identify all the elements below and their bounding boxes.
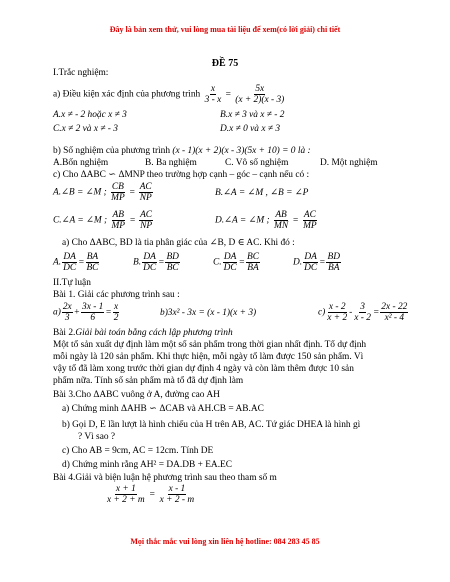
- question-a: a) Điều kiện xác định của phương trình $\frac{x}{3 - x}$ = $\frac{5x}{(x + 2)(x - 3)}$: [53, 84, 285, 105]
- bai3-c: c) Cho AB = 9cm, AC = 12cm. Tính DE: [62, 446, 214, 456]
- bai4-equation: $\frac{x + 1}{x + 2 + m}$ = $\frac{x - 1}{x + 2 - m}$: [107, 484, 195, 505]
- answer-a-A: A.x ≠ - 2 hoặc x ≠ 3: [53, 110, 127, 120]
- bai1-b: b)3x² - 3x = (x - 1)(x + 3): [160, 308, 257, 318]
- question-b-equation: (x - 1)(x + 2)(x - 3)(5x + 10) = 0 là :: [172, 146, 311, 156]
- section-essay: II.Tự luận: [53, 278, 91, 288]
- answer-d-A: A. $\frac{DA}{DC}$ = $\frac{BA}{BC}$: [53, 252, 99, 273]
- bai3-a: a) Chứng minh ΔAHB ∽ ΔCAB và AH.CB = AB.AC: [62, 404, 264, 414]
- bai2-line-4: phẩm nữa. Tính số sản phẩm mà tổ đã dự định làm: [53, 376, 244, 386]
- bai3-b2: ? Vì sao ?: [78, 432, 116, 442]
- header-notice: Đây là bản xem thử, vui lòng mua tài liệu để xem(có lời giải) chi tiết: [109, 25, 341, 34]
- answer-a-D: D.x ≠ 0 và x ≠ 3: [220, 124, 281, 134]
- question-c: c) Cho ΔABC ∽ ΔMNP theo trường hợp cạnh – góc – cạnh nếu có :: [53, 170, 310, 180]
- answer-c-B: B.∠A = ∠M , ∠B = ∠P: [215, 188, 309, 198]
- answer-b-B: B. Ba nghiệm: [145, 158, 197, 168]
- answer-d-D: D. $\frac{DA}{DC}$ = $\frac{BD}{BA}$: [293, 252, 340, 273]
- bai2-line-2: mỗi ngày là 120 sản phẩm. Khi thực hiện, mỗi ngày tổ làm được 150 sản phẩm. Vì: [53, 352, 364, 362]
- bai2-line-1: Một tổ sản xuất dự định làm một số sản phẩm trong thời gian nhất định. Tổ dự định: [53, 340, 367, 350]
- answer-d-C: C. $\frac{DA}{DC}$ = $\frac{BC}{BA}$: [213, 252, 259, 273]
- question-b: [53, 146, 311, 157]
- footer-hotline: Mọi thắc mắc vui lòng xin liên hệ hotline: 084 283 45 85: [130, 537, 320, 546]
- page-title: ĐỀ 75: [211, 58, 239, 69]
- section-multiple-choice: I.Trắc nghiệm:: [53, 68, 109, 78]
- bai2-line-3: vậy tổ đã làm xong trước thời gian dự định 4 ngày và còn làm thêm được 10 sản: [53, 364, 354, 374]
- answer-a-C: C.x ≠ 2 và x ≠ - 3: [53, 124, 118, 134]
- question-b-text: b) Số nghiệm của phương trình: [53, 146, 171, 156]
- question-a-text: a) Điều kiện xác định của phương trình: [53, 89, 201, 100]
- bai1-a: a) $\frac{2x}{3}$ + $\frac{3x - 1}{6}$ = $\frac{x}{2}$: [53, 302, 119, 323]
- bai3-d: d) Chứng minh rằng AH² = DA.DB + EA.EC: [62, 460, 233, 470]
- question-a-frac1: $\frac{x}{3 - x}$: [204, 84, 222, 105]
- bai2-title: Bài 2.Giải bài toán bằng cách lập phương trình: [53, 328, 233, 338]
- question-a-frac2: $\frac{5x}{(x + 2)(x - 3)}$: [235, 84, 285, 105]
- question-d: a) Cho ΔABC, BD là tia phân giác của ∠B, D ∈ AC. Khi đó :: [62, 238, 295, 248]
- bai4-title: Bài 4.Giải và biện luận hệ phương trình sau theo tham số m: [53, 473, 277, 483]
- answer-b-A: A.Bốn nghiệm: [53, 158, 109, 168]
- bai3-title: Bài 3.Cho ΔABC vuông ở A, đường cao AH: [53, 390, 220, 400]
- answer-a-B: B.x ≠ 3 và x ≠ - 2: [220, 110, 285, 120]
- answer-c-D: D.∠A = ∠M ; $\frac{AB}{MN}$ = $\frac{AC}{MP}$: [215, 210, 317, 231]
- bai1-title: Bài 1. Giải các phương trình sau :: [53, 290, 180, 300]
- answer-c-A: A.∠B = ∠M ; $\frac{CB}{MP}$ = $\frac{AC}{NP}$: [53, 182, 152, 203]
- answer-b-D: D. Một nghiệm: [320, 158, 378, 168]
- answer-c-C: C.∠A = ∠M ; $\frac{AB}{MP}$ = $\frac{AC}{NP}$: [53, 210, 153, 231]
- answer-b-C: C. Vô số nghiệm: [225, 158, 289, 168]
- answer-d-B: B. $\frac{DA}{DC}$ = $\frac{BD}{BC}$: [133, 252, 179, 273]
- bai3-b1: b) Gọi D, E lần lượt là hình chiếu của H trên AB, AC. Tứ giác DHEA là hình gì: [62, 420, 361, 430]
- bai1-c: c) $\frac{x - 2}{x + 2}$ - $\frac{3}{x - 2}$ = $\frac{2x - 22}{\text{x² - 4}}$: [318, 302, 408, 323]
